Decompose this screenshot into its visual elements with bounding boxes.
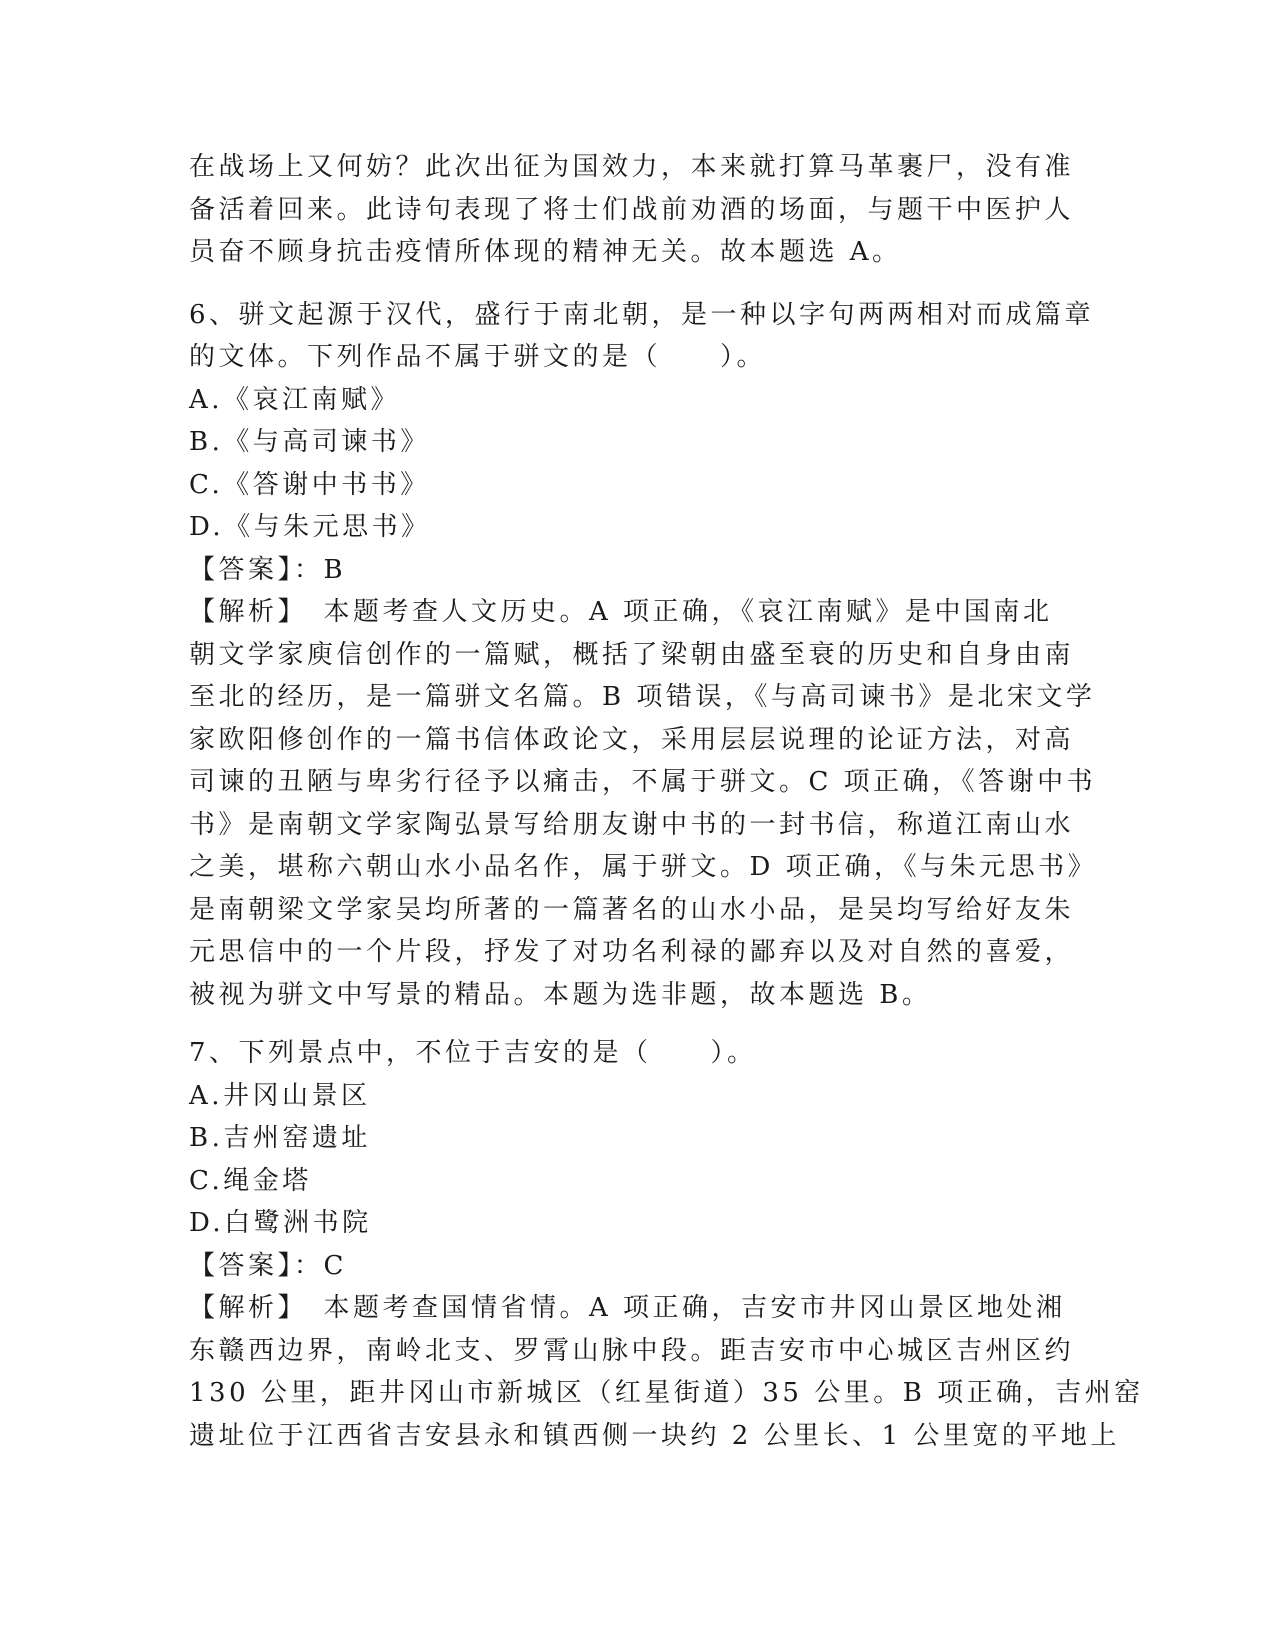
analysis-line: 书》是南朝文学家陶弘景写给朋友谢中书的一封书信，称道江南山水: [189, 809, 1075, 840]
analysis-line: 至北的经历，是一篇骈文名篇。B 项错误，《与高司谏书》是北宋文学: [189, 682, 1096, 712]
answer-line: 【答案】：C: [189, 1250, 347, 1281]
analysis-line: 家欧阳修创作的一篇书信体政论文，采用层层说理的论证方法，对高: [189, 724, 1075, 755]
analysis-line: 是南朝梁文学家吴均所著的一篇著名的山水小品，是吴均写给好友朱: [189, 894, 1075, 925]
analysis-line: 朝文学家庾信创作的一篇赋，概括了梁朝由盛至衰的历史和自身由南: [189, 639, 1075, 670]
analysis-line: 遗址位于江西省吉安县永和镇西侧一块约 2 公里长、1 公里宽的平地上: [189, 1420, 1120, 1451]
question-text-line: 6、骈文起源于汉代，盛行于南北朝，是一种以字句两两相对而成篇章: [189, 299, 1095, 330]
text-line: 在战场上又何妨？此次出征为国效力，本来就打算马革裹尸，没有准: [189, 152, 1075, 182]
question-text-line: 7、下列景点中，不位于吉安的是（ ）。: [189, 1038, 757, 1068]
analysis-line: 【解析】 本题考查人文历史。A 项正确，《哀江南赋》是中国南北: [189, 597, 1053, 627]
analysis-line: 东赣西边界，南岭北支、罗霄山脉中段。距吉安市中心城区吉州区约: [189, 1335, 1075, 1366]
option-c: C.《答谢中书书》: [189, 469, 430, 500]
analysis-line: 元思信中的一个片段，抒发了对功名利禄的鄙弃以及对自然的喜爱，: [189, 937, 1075, 967]
option-b: B.吉州窑遗址: [189, 1123, 371, 1153]
option-b: B.《与高司谏书》: [189, 427, 430, 457]
answer-line: 【答案】：B: [189, 554, 347, 585]
option-c: C.绳金塔: [189, 1165, 312, 1196]
text-line: 员奋不顾身抗击疫情所体现的精神无关。故本题选 A。: [189, 237, 902, 267]
question-6: [189, 294, 1098, 1017]
text-line: 备活着回来。此诗句表现了将士们战前劝酒的场面，与题干中医护人: [189, 194, 1075, 225]
question-text-line: 的文体。下列作品不属于骈文的是（ ）。: [189, 342, 767, 372]
option-a: A.井冈山景区: [189, 1080, 371, 1111]
option-d: D.《与朱元思书》: [189, 512, 431, 542]
q5-analysis-continuation: [189, 146, 1089, 274]
analysis-line: 之美，堪称六朝山水小品名作，属于骈文。D 项正确，《与朱元思书》: [189, 852, 1098, 882]
analysis-line: 司谏的丑陋与卑劣行径予以痛击，不属于骈文。C 项正确，《答谢中书: [189, 767, 1097, 797]
option-a: A.《哀江南赋》: [189, 384, 401, 415]
analysis-line: 被视为骈文中写景的精品。本题为选非题，故本题选 B。: [189, 979, 932, 1010]
analysis-line: 130 公里，距井冈山市新城区（红星街道）35 公里。B 项正确，吉州窑: [189, 1378, 1144, 1408]
analysis-line: 【解析】 本题考查国情省情。A 项正确，吉安市井冈山景区地处湘: [189, 1293, 1066, 1323]
option-d: D.白鹭洲书院: [189, 1208, 372, 1238]
question-7: [189, 1032, 1144, 1457]
document-page: [189, 146, 1144, 1457]
